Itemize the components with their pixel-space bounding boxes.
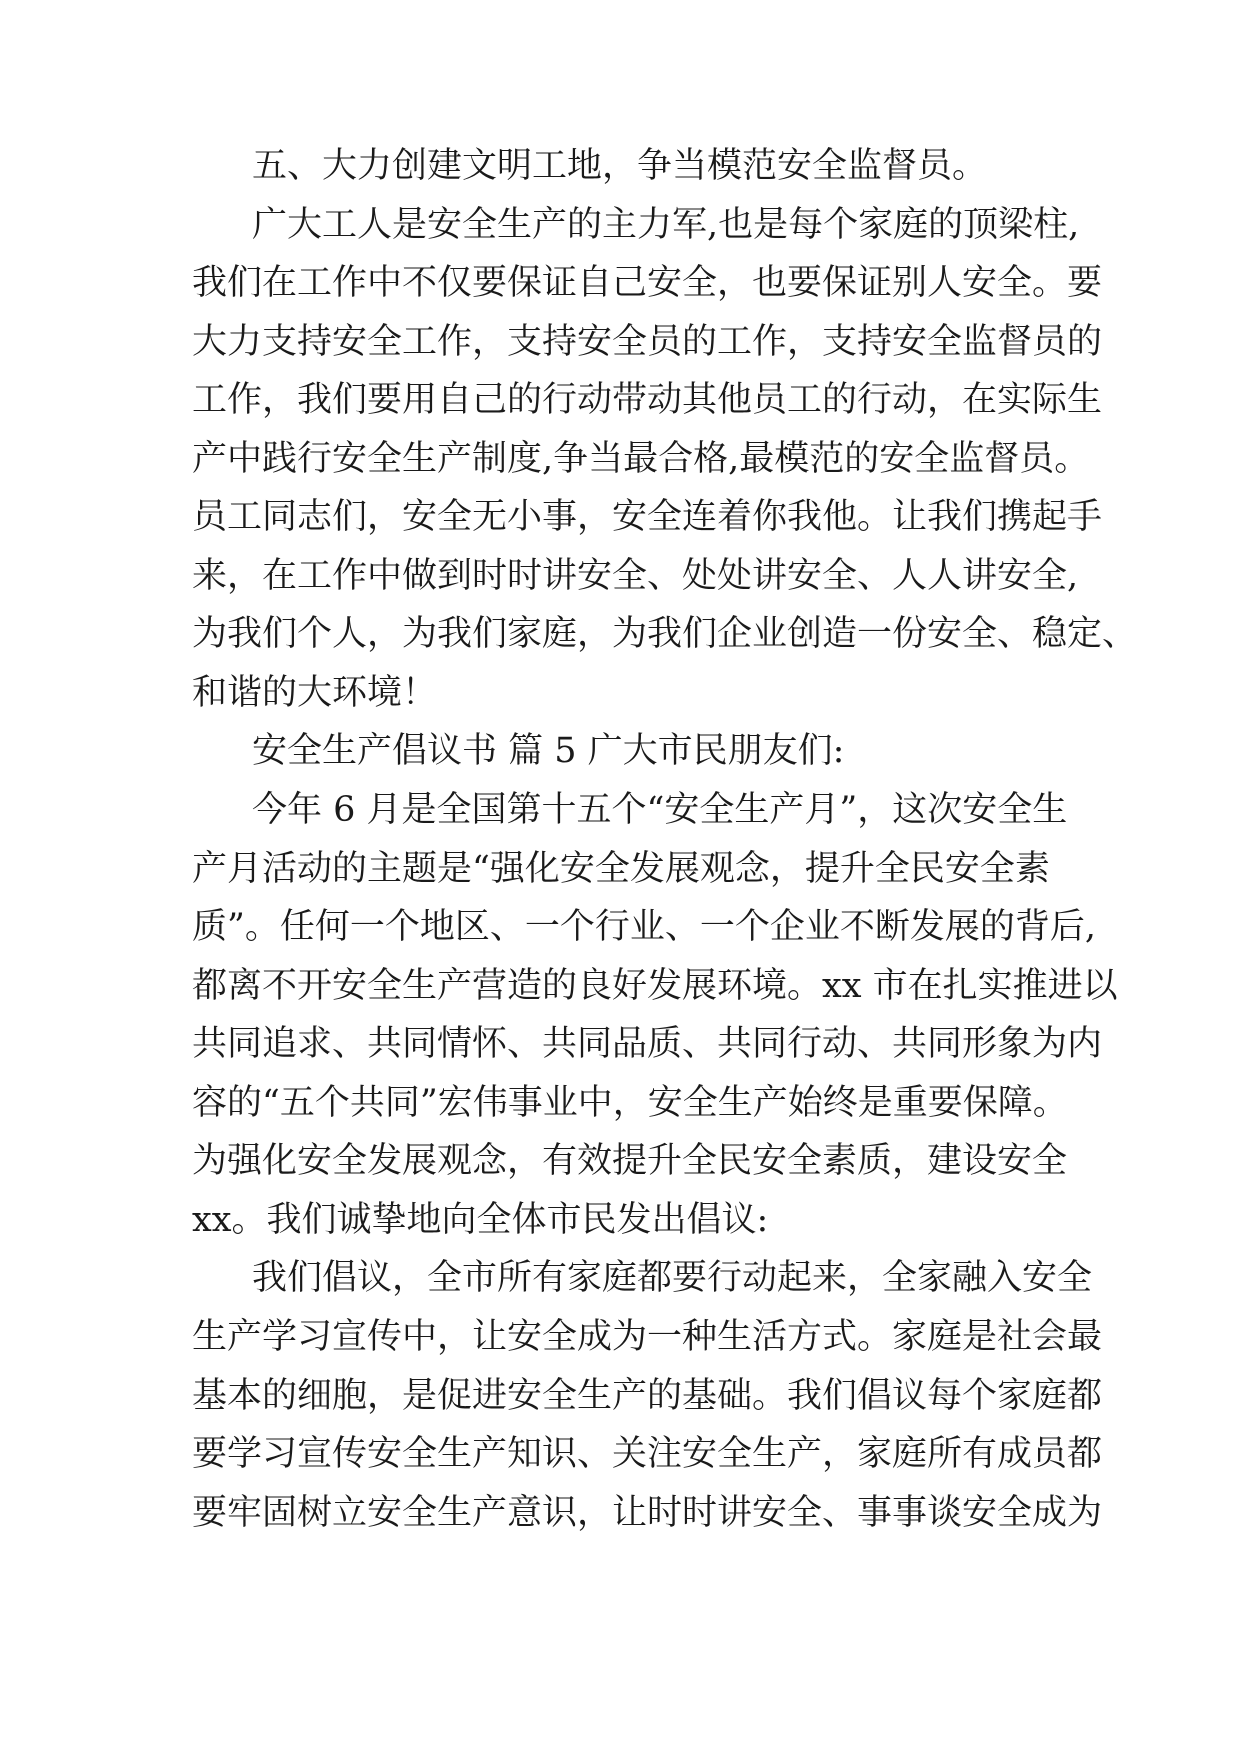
paragraph-line: 共同追求、共同情怀、共同品质、共同行动、共同形象为内 bbox=[192, 1024, 1103, 1064]
paragraph-line: xx。我们诚挚地向全体市民发出倡议: bbox=[192, 1200, 769, 1240]
paragraph-line: 和谐的大环境！ bbox=[192, 673, 438, 713]
paragraph-line: 基本的细胞，是促进安全生产的基础。我们倡议每个家庭都 bbox=[192, 1376, 1103, 1416]
paragraph-line: 容的“五个共同”宏伟事业中，安全生产始终是重要保障。 bbox=[192, 1083, 1068, 1123]
section-heading: 安全生产倡议书 篇 5 广大市民朋友们: bbox=[252, 731, 845, 771]
paragraph-line: 工作，我们要用自己的行动带动其他员工的行动，在实际生 bbox=[192, 380, 1103, 420]
paragraph-line: 广大工人是安全生产的主力军,也是每个家庭的顶梁柱, bbox=[252, 205, 1080, 245]
paragraph-line: 产月活动的主题是“强化安全发展观念，提升全民安全素 bbox=[192, 849, 1050, 889]
paragraph-line: 来，在工作中做到时时讲安全、处处讲安全、人人讲安全, bbox=[192, 556, 1079, 596]
paragraph-line: 要学习宣传安全生产知识、关注安全生产，家庭所有成员都 bbox=[192, 1434, 1103, 1474]
paragraph-line: 产中践行安全生产制度,争当最合格,最模范的安全监督员。 bbox=[192, 439, 1090, 479]
section-heading: 五、大力创建文明工地，争当模范安全监督员。 bbox=[252, 146, 988, 186]
paragraph-line: 都离不开安全生产营造的良好发展环境。xx 市在扎实推进以 bbox=[192, 966, 1118, 1006]
paragraph-line: 员工同志们，安全无小事，安全连着你我他。让我们携起手 bbox=[192, 497, 1103, 537]
paragraph-line: 生产学习宣传中，让安全成为一种生活方式。家庭是社会最 bbox=[192, 1317, 1103, 1357]
paragraph-line: 要牢固树立安全生产意识，让时时讲安全、事事谈安全成为 bbox=[192, 1493, 1103, 1533]
paragraph-line: 为我们个人，为我们家庭，为我们企业创造一份安全、稳定、 bbox=[192, 614, 1138, 654]
paragraph-line: 我们在工作中不仅要保证自己安全，也要保证别人安全。要 bbox=[192, 263, 1103, 303]
paragraph-line: 为强化安全发展观念，有效提升全民安全素质，建设安全 bbox=[192, 1141, 1068, 1181]
paragraph-line: 质”。任何一个地区、一个行业、一个企业不断发展的背后, bbox=[192, 907, 1097, 947]
paragraph-line: 今年 6 月是全国第十五个“安全生产月”，这次安全生 bbox=[252, 790, 1068, 830]
paragraph-line: 大力支持安全工作，支持安全员的工作，支持安全监督员的 bbox=[192, 322, 1103, 362]
paragraph-line: 我们倡议，全市所有家庭都要行动起来，全家融入安全 bbox=[252, 1258, 1093, 1298]
